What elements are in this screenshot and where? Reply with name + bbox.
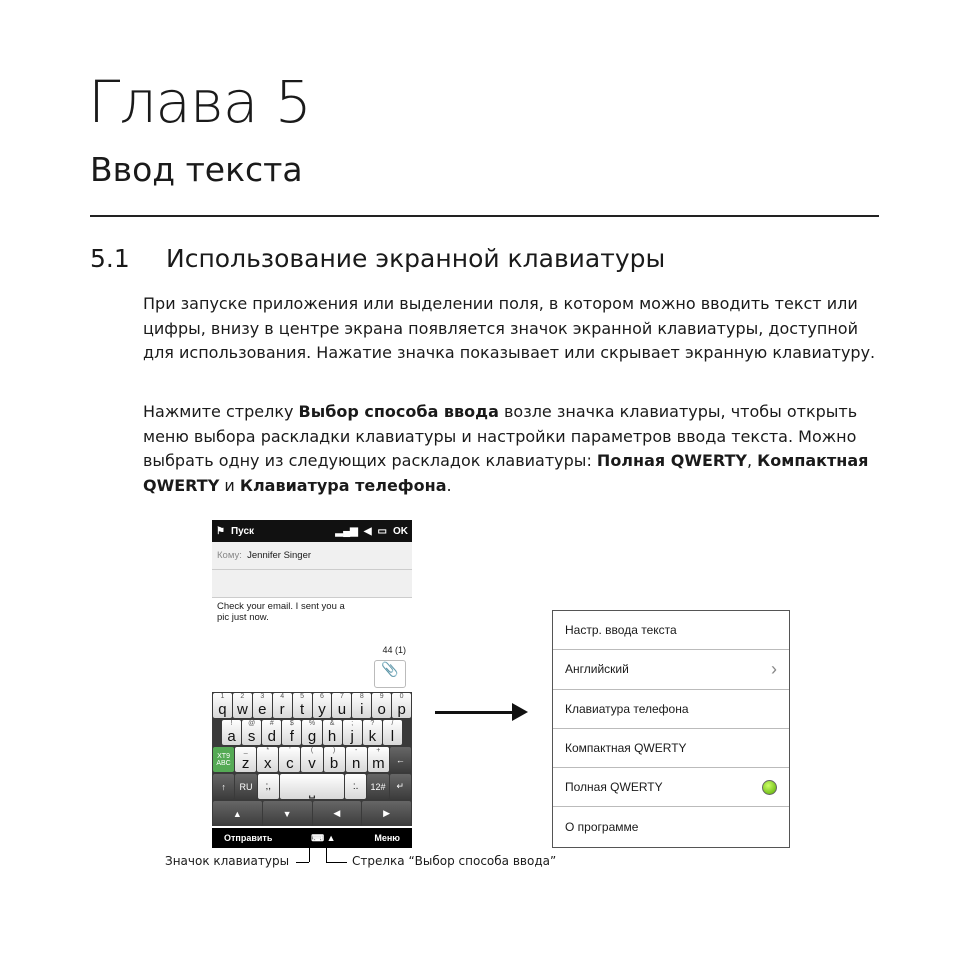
- xt9-key[interactable]: XT9 ABC: [213, 747, 234, 772]
- semicolon-key[interactable]: ;,: [258, 774, 279, 799]
- arrow-icon: [435, 711, 515, 714]
- subject-field[interactable]: [212, 570, 412, 598]
- num-key[interactable]: 12#: [367, 774, 388, 799]
- key-l[interactable]: / l: [383, 720, 402, 745]
- attach-paperclip-icon[interactable]: 📎: [374, 660, 406, 688]
- key-s[interactable]: @ s: [242, 720, 261, 745]
- key-d[interactable]: # d: [262, 720, 281, 745]
- start-label: Пуск: [230, 525, 255, 537]
- key-o[interactable]: 9 o: [372, 693, 391, 718]
- signal-icon: ▂▄▆: [335, 525, 358, 537]
- key-t[interactable]: 5 t: [293, 693, 312, 718]
- menu-item[interactable]: Полная QWERTY: [553, 768, 789, 807]
- up-arrow-key[interactable]: ▲: [213, 801, 262, 826]
- section-title: Использование экранной клавиатуры: [166, 244, 666, 273]
- key-i[interactable]: 8 i: [352, 693, 371, 718]
- key-j[interactable]: ; j: [343, 720, 362, 745]
- key-f[interactable]: $ f: [282, 720, 301, 745]
- key-b[interactable]: ) b: [324, 747, 345, 772]
- leader-line: [309, 840, 310, 862]
- key-m[interactable]: + m: [368, 747, 389, 772]
- selected-radio-icon: [762, 780, 777, 795]
- menu-item[interactable]: О программе: [565, 820, 639, 835]
- key-a[interactable]: ! a: [222, 720, 241, 745]
- ru-key[interactable]: RU: [235, 774, 256, 799]
- backspace-key[interactable]: ←: [390, 747, 411, 772]
- char-counter: 44 (1): [382, 645, 406, 655]
- key-w[interactable]: 2 w: [233, 693, 252, 718]
- leader-line: [296, 862, 309, 863]
- send-softkey[interactable]: Отправить: [224, 833, 273, 843]
- soft-key-bar: [212, 828, 412, 848]
- chapter-subtitle: Ввод текста: [90, 150, 303, 189]
- menu-item[interactable]: Настр. ввода текста: [553, 611, 789, 650]
- chevron-right-icon: ›: [771, 658, 777, 679]
- ok-button[interactable]: OK: [393, 525, 408, 537]
- key-h[interactable]: & h: [323, 720, 342, 745]
- key-x[interactable]: * x: [257, 747, 278, 772]
- key-q[interactable]: 1 q: [213, 693, 232, 718]
- key-n[interactable]: - n: [346, 747, 367, 772]
- menu-item[interactable]: Английский ›: [553, 650, 789, 689]
- battery-icon: ▭: [377, 525, 387, 537]
- chapter-title: Глава 5: [88, 68, 311, 136]
- key-v[interactable]: ( v: [301, 747, 322, 772]
- key-k[interactable]: ? k: [363, 720, 382, 745]
- key-g[interactable]: % g: [302, 720, 321, 745]
- enter-key[interactable]: ↵: [390, 774, 411, 799]
- arrow-head-icon: [512, 703, 528, 721]
- right-arrow-key[interactable]: ▶: [362, 801, 411, 826]
- message-body[interactable]: Check your email. I sent you a pic just now.: [217, 601, 345, 623]
- volume-icon: ◀︎: [363, 525, 372, 537]
- menu-item[interactable]: Компактная QWERTY: [553, 729, 789, 768]
- paragraph-1: При запуске приложения или выделении поля, в котором можно вводить текст или цифры, внизу в центре экрана появляется значок экранной клавиатуры, доступной для использования. Нажатие значка показывает или скрывает экранную клавиатуру.: [143, 294, 876, 362]
- key-u[interactable]: 7 u: [332, 693, 351, 718]
- phone-screenshot: [212, 520, 412, 848]
- key-z[interactable]: _ z: [235, 747, 256, 772]
- to-field[interactable]: Кому: Jennifer Singer: [212, 542, 412, 570]
- caption-input-arrow: Стрелка “Выбор способа ввода”: [352, 854, 557, 868]
- input-method-menu: [552, 610, 790, 848]
- down-arrow-key[interactable]: ▼: [263, 801, 312, 826]
- caption-keyboard-icon: Значок клавиатуры: [165, 854, 290, 868]
- divider: [90, 215, 879, 217]
- colon-key[interactable]: :.: [345, 774, 366, 799]
- space-key[interactable]: ⎵: [280, 774, 344, 799]
- status-bar: [212, 520, 412, 542]
- section-number: 5.1: [90, 244, 130, 273]
- shift-key[interactable]: ↑: [213, 774, 234, 799]
- key-p[interactable]: 0 p: [392, 693, 411, 718]
- leader-line: [326, 840, 347, 863]
- windows-flag-icon: ⚑: [216, 525, 225, 537]
- keyboard-icon[interactable]: ⌨ ▲: [311, 832, 336, 843]
- key-r[interactable]: 4 r: [273, 693, 292, 718]
- paragraph-2: Нажмите стрелку Выбор способа ввода возле значка клавиатуры, чтобы открыть меню выбора раскладки клавиатуры и настройки параметров ввода текста. Можно выбрать одну из следующих раскладок клавиатуры: Полная QWERTY, Компактная QWERTY и Клавиатура телефона.: [143, 402, 869, 495]
- menu-softkey[interactable]: Меню: [374, 833, 400, 843]
- left-arrow-key[interactable]: ◀: [313, 801, 362, 826]
- menu-item[interactable]: Клавиатура телефона: [553, 690, 789, 729]
- key-e[interactable]: 3 e: [253, 693, 272, 718]
- key-y[interactable]: 6 y: [313, 693, 332, 718]
- on-screen-keyboard: [212, 692, 412, 826]
- key-c[interactable]: ' c: [279, 747, 300, 772]
